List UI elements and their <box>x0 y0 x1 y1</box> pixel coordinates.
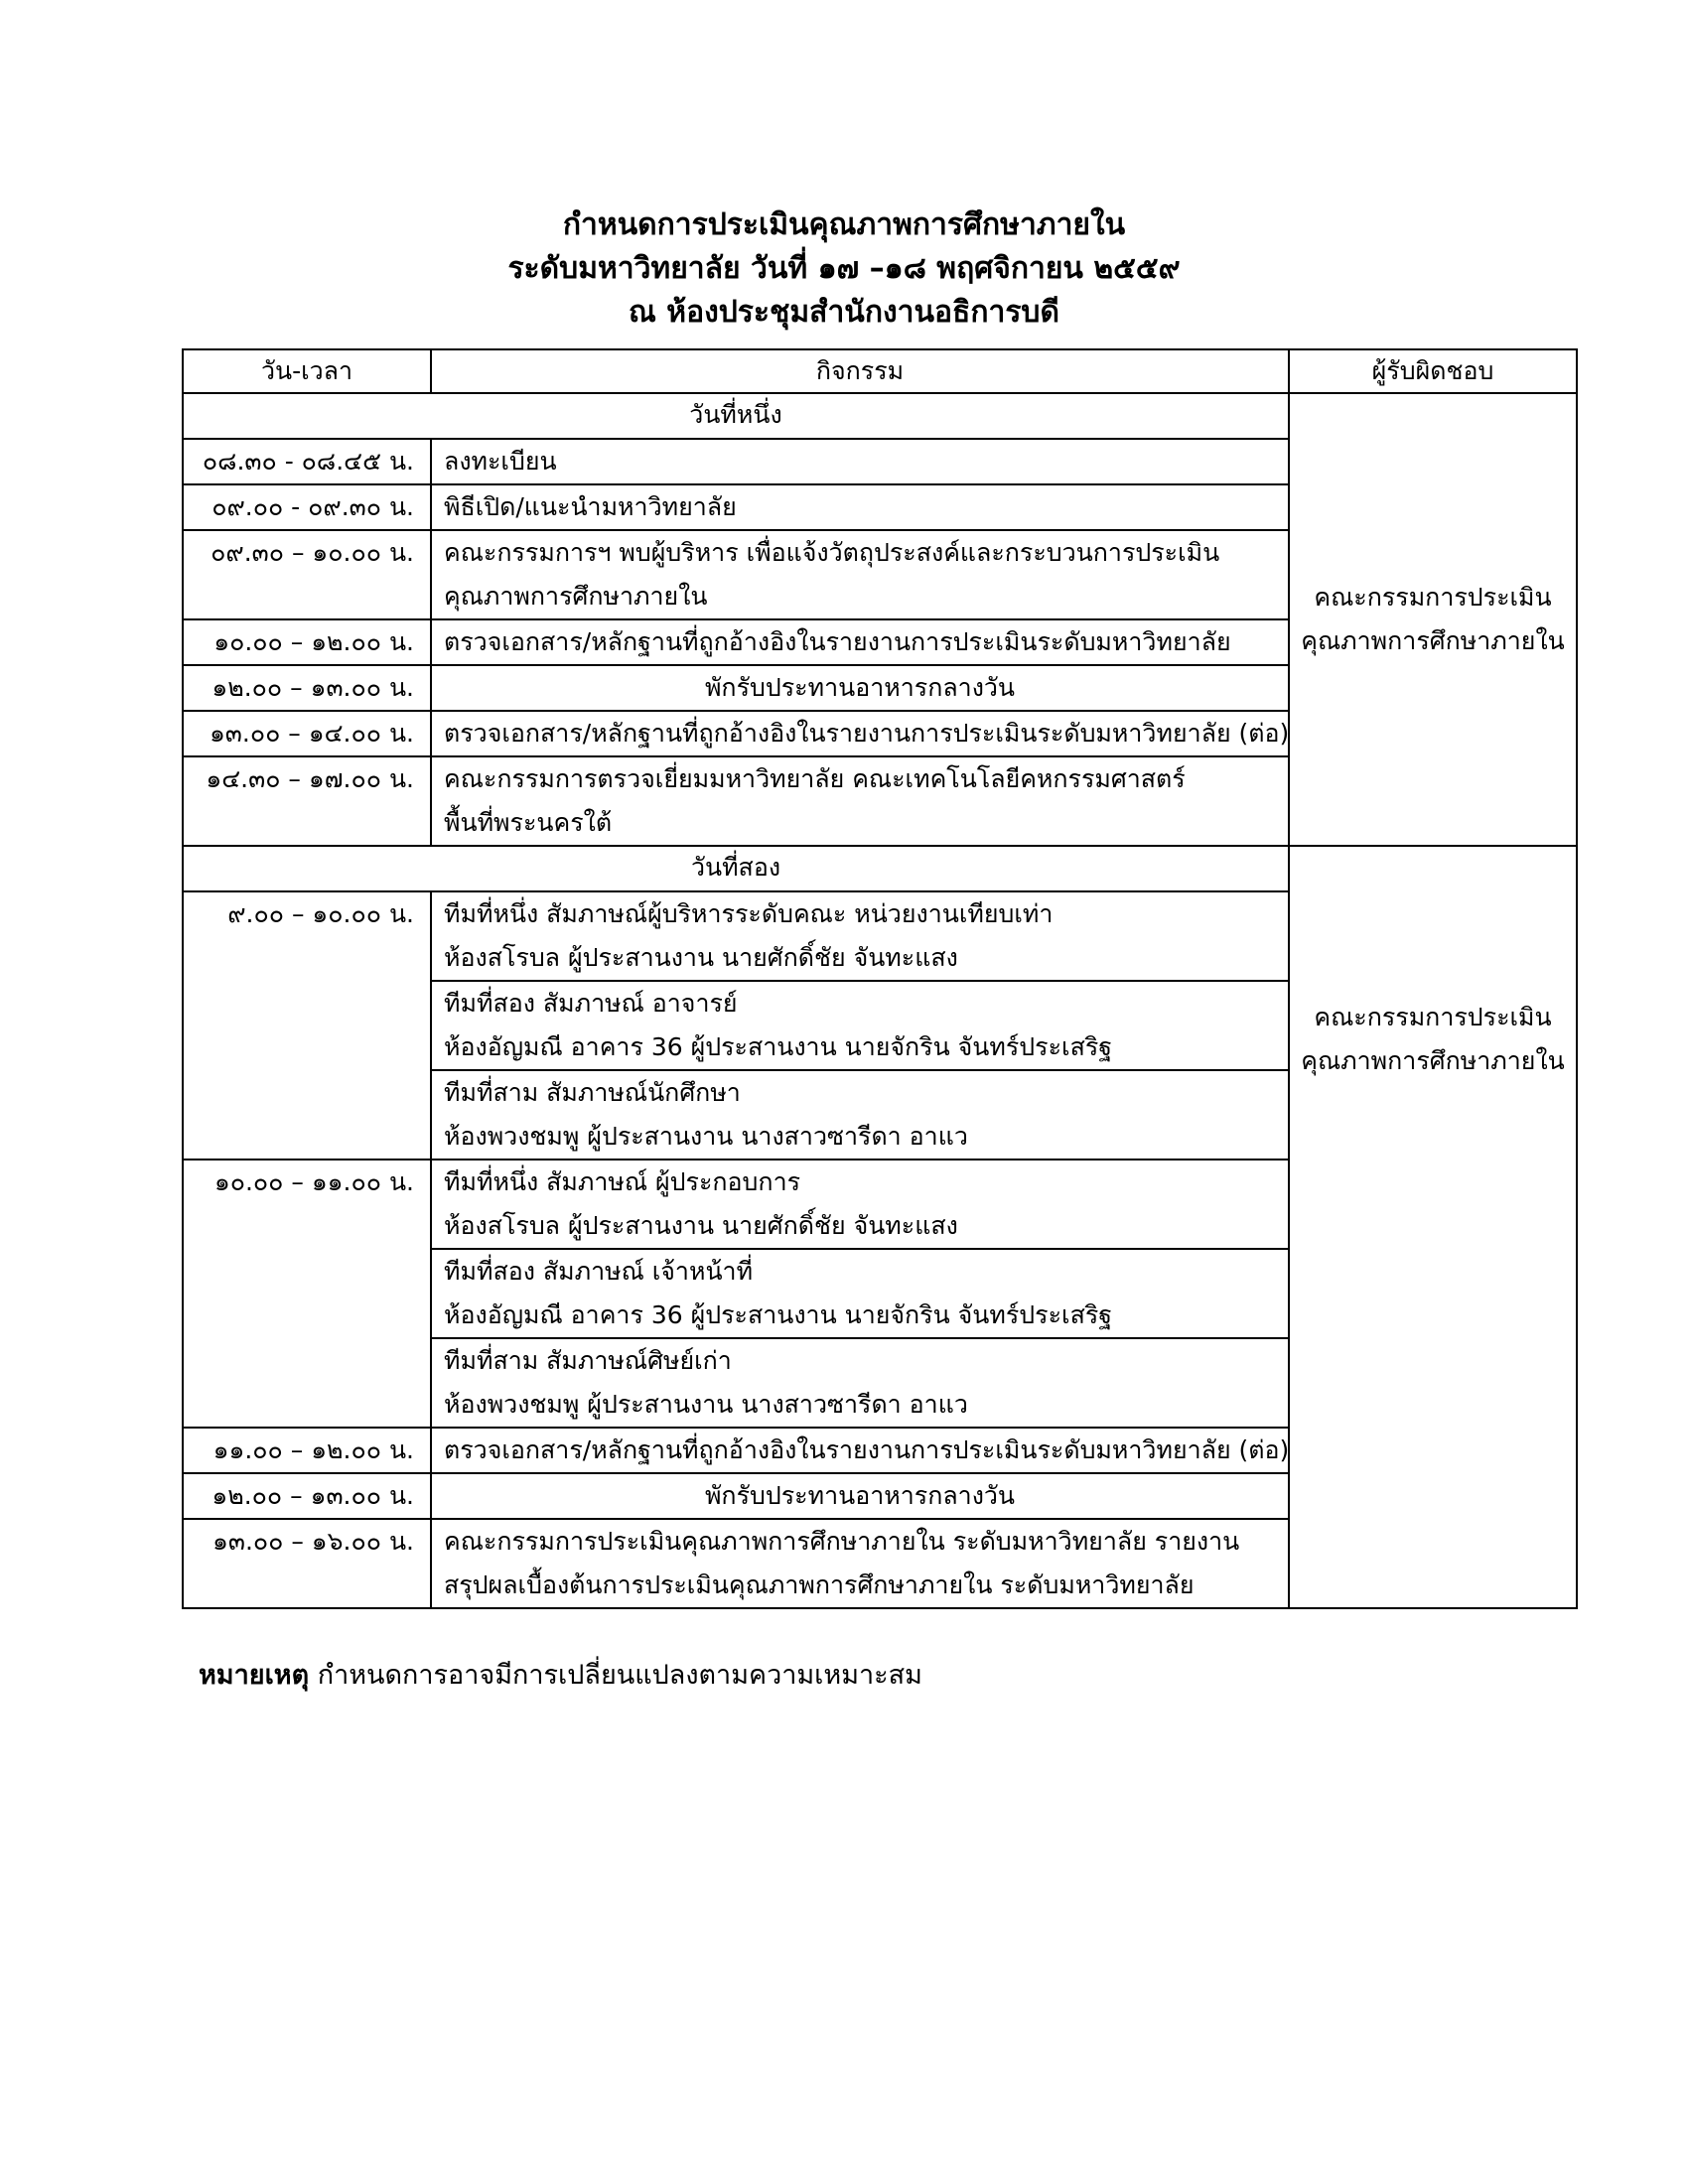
time-cell: ๑๒.๐๐ – ๑๓.๐๐ น. <box>183 1473 431 1519</box>
activity-cell <box>431 439 1289 484</box>
time-cell: ๑๑.๐๐ – ๑๒.๐๐ น. <box>183 1428 431 1473</box>
activity-line: คณะกรรมการฯ พบผู้บริหาร เพื่อแจ้งวัตถุประสงค์และกระบวนการประเมิน <box>444 538 1220 567</box>
activity-line: พื้นที่พระนครใต้ <box>444 808 613 837</box>
responsible-line: คุณภาพการศึกษาภายใน <box>1301 1046 1565 1075</box>
time-cell: ๐๘.๓๐ - ๐๘.๔๕ น. <box>183 439 431 484</box>
lunch-break-label: พักรับประทานอาหารกลางวัน <box>704 673 1016 702</box>
time-cell: ๑๔.๓๐ – ๑๗.๐๐ น. <box>183 756 431 846</box>
activity-cell <box>431 1160 1289 1249</box>
time-cell: ๑๒.๐๐ – ๑๓.๐๐ น. <box>183 665 431 711</box>
note-text: กำหนดการอาจมีการเปลี่ยนแปลงตามความเหมาะสม <box>317 1660 922 1691</box>
activity-line: ห้องสโรบล ผู้ประสานงาน นายศักดิ์ชัย จันทะแสง <box>444 1211 958 1240</box>
lunch-break-label: พักรับประทานอาหารกลางวัน <box>704 1481 1016 1510</box>
day-row <box>183 846 1577 891</box>
footnote <box>199 1653 922 1696</box>
activity-line: คณะกรรมการประเมินคุณภาพการศึกษาภายใน ระดับมหาวิทยาลัย รายงาน <box>444 1527 1240 1556</box>
time-cell: ๙.๐๐ – ๑๐.๐๐ น. <box>183 891 431 1160</box>
activity-line: คณะกรรมการตรวจเยี่ยมมหาวิทยาลัย คณะเทคโนโลยีคหกรรมศาสตร์ <box>444 764 1186 793</box>
activity-line: ทีมที่สาม สัมภาษณ์นักศึกษา <box>444 1078 741 1107</box>
time-cell: ๐๙.๓๐ – ๑๐.๐๐ น. <box>183 530 431 619</box>
activity-line: ตรวจเอกสาร/หลักฐานที่ถูกอ้างอิงในรายงานการประเมินระดับมหาวิทยาลัย (ต่อ) <box>444 719 1290 748</box>
day-label: วันที่สอง <box>183 846 1289 891</box>
day-row <box>183 393 1577 439</box>
activity-line: สรุปผลเบื้องต้นการประเมินคุณภาพการศึกษาภายใน ระดับมหาวิทยาลัย <box>444 1570 1195 1599</box>
activity-cell <box>431 1070 1289 1160</box>
activity-line: ห้องอัญมณี อาคาร 36 ผู้ประสานงาน นายจักริน จันทร์ประเสริฐ <box>444 1032 1113 1061</box>
activity-cell <box>431 665 1289 711</box>
activity-line: พิธีเปิด/แนะนำมหาวิทยาลัย <box>444 492 737 521</box>
time-cell: ๐๙.๐๐ - ๐๙.๓๐ น. <box>183 484 431 530</box>
activity-line: ทีมที่หนึ่ง สัมภาษณ์ ผู้ประกอบการ <box>444 1167 801 1196</box>
responsible-line: คณะกรรมการประเมิน <box>1314 583 1552 612</box>
document-title <box>0 204 1688 335</box>
activity-cell <box>431 756 1289 846</box>
activity-cell <box>431 1519 1289 1608</box>
time-cell: ๑๓.๐๐ – ๑๖.๐๐ น. <box>183 1519 431 1608</box>
activity-cell <box>431 530 1289 619</box>
activity-line: ทีมที่สาม สัมภาษณ์ศิษย์เก่า <box>444 1346 732 1375</box>
title-line-1: กำหนดการประเมินคุณภาพการศึกษาภายใน <box>562 207 1126 242</box>
activity-cell <box>431 1249 1289 1338</box>
header-datetime: วัน-เวลา <box>183 349 431 393</box>
activity-line: ทีมที่สอง สัมภาษณ์ เจ้าหน้าที่ <box>444 1257 754 1286</box>
activity-line: ตรวจเอกสาร/หลักฐานที่ถูกอ้างอิงในรายงานการประเมินระดับมหาวิทยาลัย (ต่อ) <box>444 1435 1290 1464</box>
activity-line: ตรวจเอกสาร/หลักฐานที่ถูกอ้างอิงในรายงานการประเมินระดับมหาวิทยาลัย <box>444 627 1231 656</box>
activity-line: คุณภาพการศึกษาภายใน <box>444 582 708 611</box>
header-activity: กิจกรรม <box>431 349 1289 393</box>
activity-line: ห้องสโรบล ผู้ประสานงาน นายศักดิ์ชัย จันทะแสง <box>444 943 958 972</box>
time-cell: ๑๐.๐๐ – ๑๒.๐๐ น. <box>183 619 431 665</box>
time-cell: ๑๐.๐๐ – ๑๑.๐๐ น. <box>183 1160 431 1428</box>
responsible-line: คุณภาพการศึกษาภายใน <box>1301 626 1565 655</box>
activity-line: ห้องพวงชมพู ผู้ประสานงาน นางสาวซารีดา อาแว <box>444 1122 968 1151</box>
responsible-cell <box>1289 846 1577 1608</box>
header-responsible: ผู้รับผิดชอบ <box>1289 349 1577 393</box>
activity-line: ห้องอัญมณี อาคาร 36 ผู้ประสานงาน นายจักริน จันทร์ประเสริฐ <box>444 1300 1113 1329</box>
title-line-3: ณ ห้องประชุมสำนักงานอธิการบดี <box>629 295 1059 330</box>
time-cell: ๑๓.๐๐ – ๑๔.๐๐ น. <box>183 711 431 756</box>
activity-line: ห้องพวงชมพู ผู้ประสานงาน นางสาวซารีดา อาแว <box>444 1390 968 1419</box>
activity-cell <box>431 1338 1289 1428</box>
responsible-line: คณะกรรมการประเมิน <box>1314 1003 1552 1031</box>
activity-cell <box>431 981 1289 1070</box>
schedule-table <box>182 348 1578 1609</box>
table-header-row <box>183 349 1577 393</box>
activity-cell <box>431 619 1289 665</box>
day-label: วันที่หนึ่ง <box>183 393 1289 439</box>
note-label: หมายเหตุ <box>199 1660 310 1691</box>
activity-cell <box>431 1473 1289 1519</box>
responsible-cell <box>1289 393 1577 846</box>
activity-line: ลงทะเบียน <box>444 447 557 476</box>
title-line-2: ระดับมหาวิทยาลัย วันที่ ๑๗ –๑๘ พฤศจิกายน ๒๕๕๙ <box>507 251 1181 286</box>
activity-cell <box>431 891 1289 981</box>
activity-line: ทีมที่หนึ่ง สัมภาษณ์ผู้บริหารระดับคณะ หน่วยงานเทียบเท่า <box>444 899 1054 928</box>
activity-cell <box>431 484 1289 530</box>
activity-cell <box>431 711 1289 756</box>
activity-line: ทีมที่สอง สัมภาษณ์ อาจารย์ <box>444 989 738 1018</box>
activity-cell <box>431 1428 1289 1473</box>
